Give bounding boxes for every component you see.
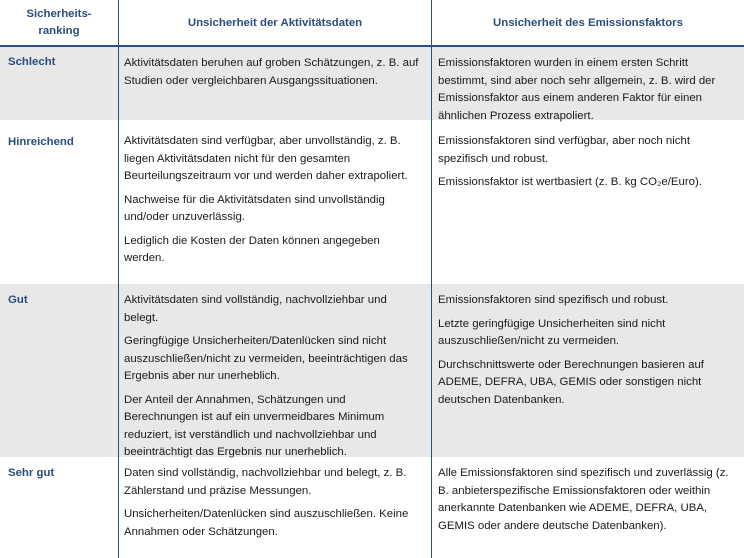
activity-text: Aktivitätsdaten sind verfügbar, aber unvollständig, z. B. liegen Aktivitätsdaten nicht für den gesamten Beurteilungszeitraum vor und werden daher extrapoliert.	[124, 135, 408, 182]
activity-cell	[124, 133, 422, 274]
column-divider	[118, 0, 119, 558]
table-row-gut	[0, 284, 744, 457]
rank-label: Gut	[8, 294, 28, 306]
table-row-schlecht	[0, 47, 744, 120]
rank-label: Sehr gut	[8, 467, 55, 479]
activity-text: Aktivitätsdaten beruhen auf groben Schätzungen, z. B. auf Studien oder vergleichbaren Ausgangssituationen.	[124, 57, 419, 87]
header-ranking-line1: Sicherheits-	[26, 8, 92, 20]
activity-text: Daten sind vollständig, nachvollziehbar und belegt, z. B. Zählerstand und präzise Messungen.	[124, 467, 407, 497]
emission-text: Emissionsfaktoren sind spezifisch und robust.	[438, 294, 669, 306]
activity-text: Nachweise für die Aktivitätsdaten sind unvollständig und/oder unzuverlässig.	[124, 193, 385, 223]
activity-cell	[124, 292, 422, 468]
header-ranking-line2: ranking	[38, 25, 80, 37]
header-emission-uncertainty: Unsicherheit des Emissionsfaktors	[493, 16, 683, 29]
rank-label: Hinreichend	[8, 136, 74, 148]
header-rule	[0, 45, 744, 47]
header-activity-uncertainty: Unsicherheit der Aktivitätsdaten	[187, 16, 363, 29]
emission-cell	[438, 292, 738, 415]
rank-label: Schlecht	[8, 56, 56, 68]
activity-cell	[124, 465, 422, 547]
activity-text: Der Anteil der Annahmen, Schätzungen und Berechnungen ist auf ein unvermeidbares Minimum reduziert, ist verständlich und nachvollziehbar und beeinträchtigt das Ergebnis nur unerheblich.	[124, 393, 385, 458]
emission-text: Durchschnittswerte oder Berechnungen basieren auf ADEME, DEFRA, UBA, GEMIS oder sonstigen nicht deutschen Datenbanken.	[438, 358, 704, 406]
activity-text: Lediglich die Kosten der Daten können angegeben werden.	[124, 234, 380, 264]
emission-text: Emissionsfaktor ist wertbasiert (z. B. kg CO₂e/Euro).	[438, 176, 702, 188]
emission-text: Emissionsfaktoren wurden in einem ersten Schritt bestimmt, sind aber noch sehr allgemein, z. B. wird der Emissionsfaktor aus einem anderen Faktor für einen ähnlichen Prozess extrapoliert.	[438, 57, 716, 122]
emission-text: Alle Emissionsfaktoren sind spezifisch und zuverlässig (z. B. anbieterspezifische Emissionsfaktoren oder weithin anerkannte Datenbanken wie ADEME, DEFRA, UBA, GEMIS oder andere deutsche Datenbanken).	[438, 467, 729, 532]
column-divider	[431, 0, 432, 558]
activity-text: Geringfügige Unsicherheiten/Datenlücken sind nicht auszuschließen/nicht zu vermeiden, beeinträchtigen das Ergebnis aber nur unerheblich.	[124, 335, 408, 382]
header-ranking	[0, 0, 118, 46]
emission-text: Emissionsfaktoren sind verfügbar, aber noch nicht spezifisch und robust.	[438, 135, 690, 165]
activity-text: Unsicherheiten/Datenlücken sind auszuschließen. Keine Annahmen oder Schätzungen.	[124, 508, 409, 538]
emission-text: Letzte geringfügige Unsicherheiten sind nicht auszuschließen/nicht zu vermeiden.	[438, 317, 666, 347]
emission-cell	[438, 133, 738, 198]
activity-cell	[124, 55, 422, 96]
table-row-hinreichend	[0, 120, 744, 284]
activity-text: Aktivitätsdaten sind vollständig, nachvollziehbar und belegt.	[124, 294, 387, 324]
emission-cell	[438, 465, 738, 541]
table-row-sehr-gut	[0, 457, 744, 558]
